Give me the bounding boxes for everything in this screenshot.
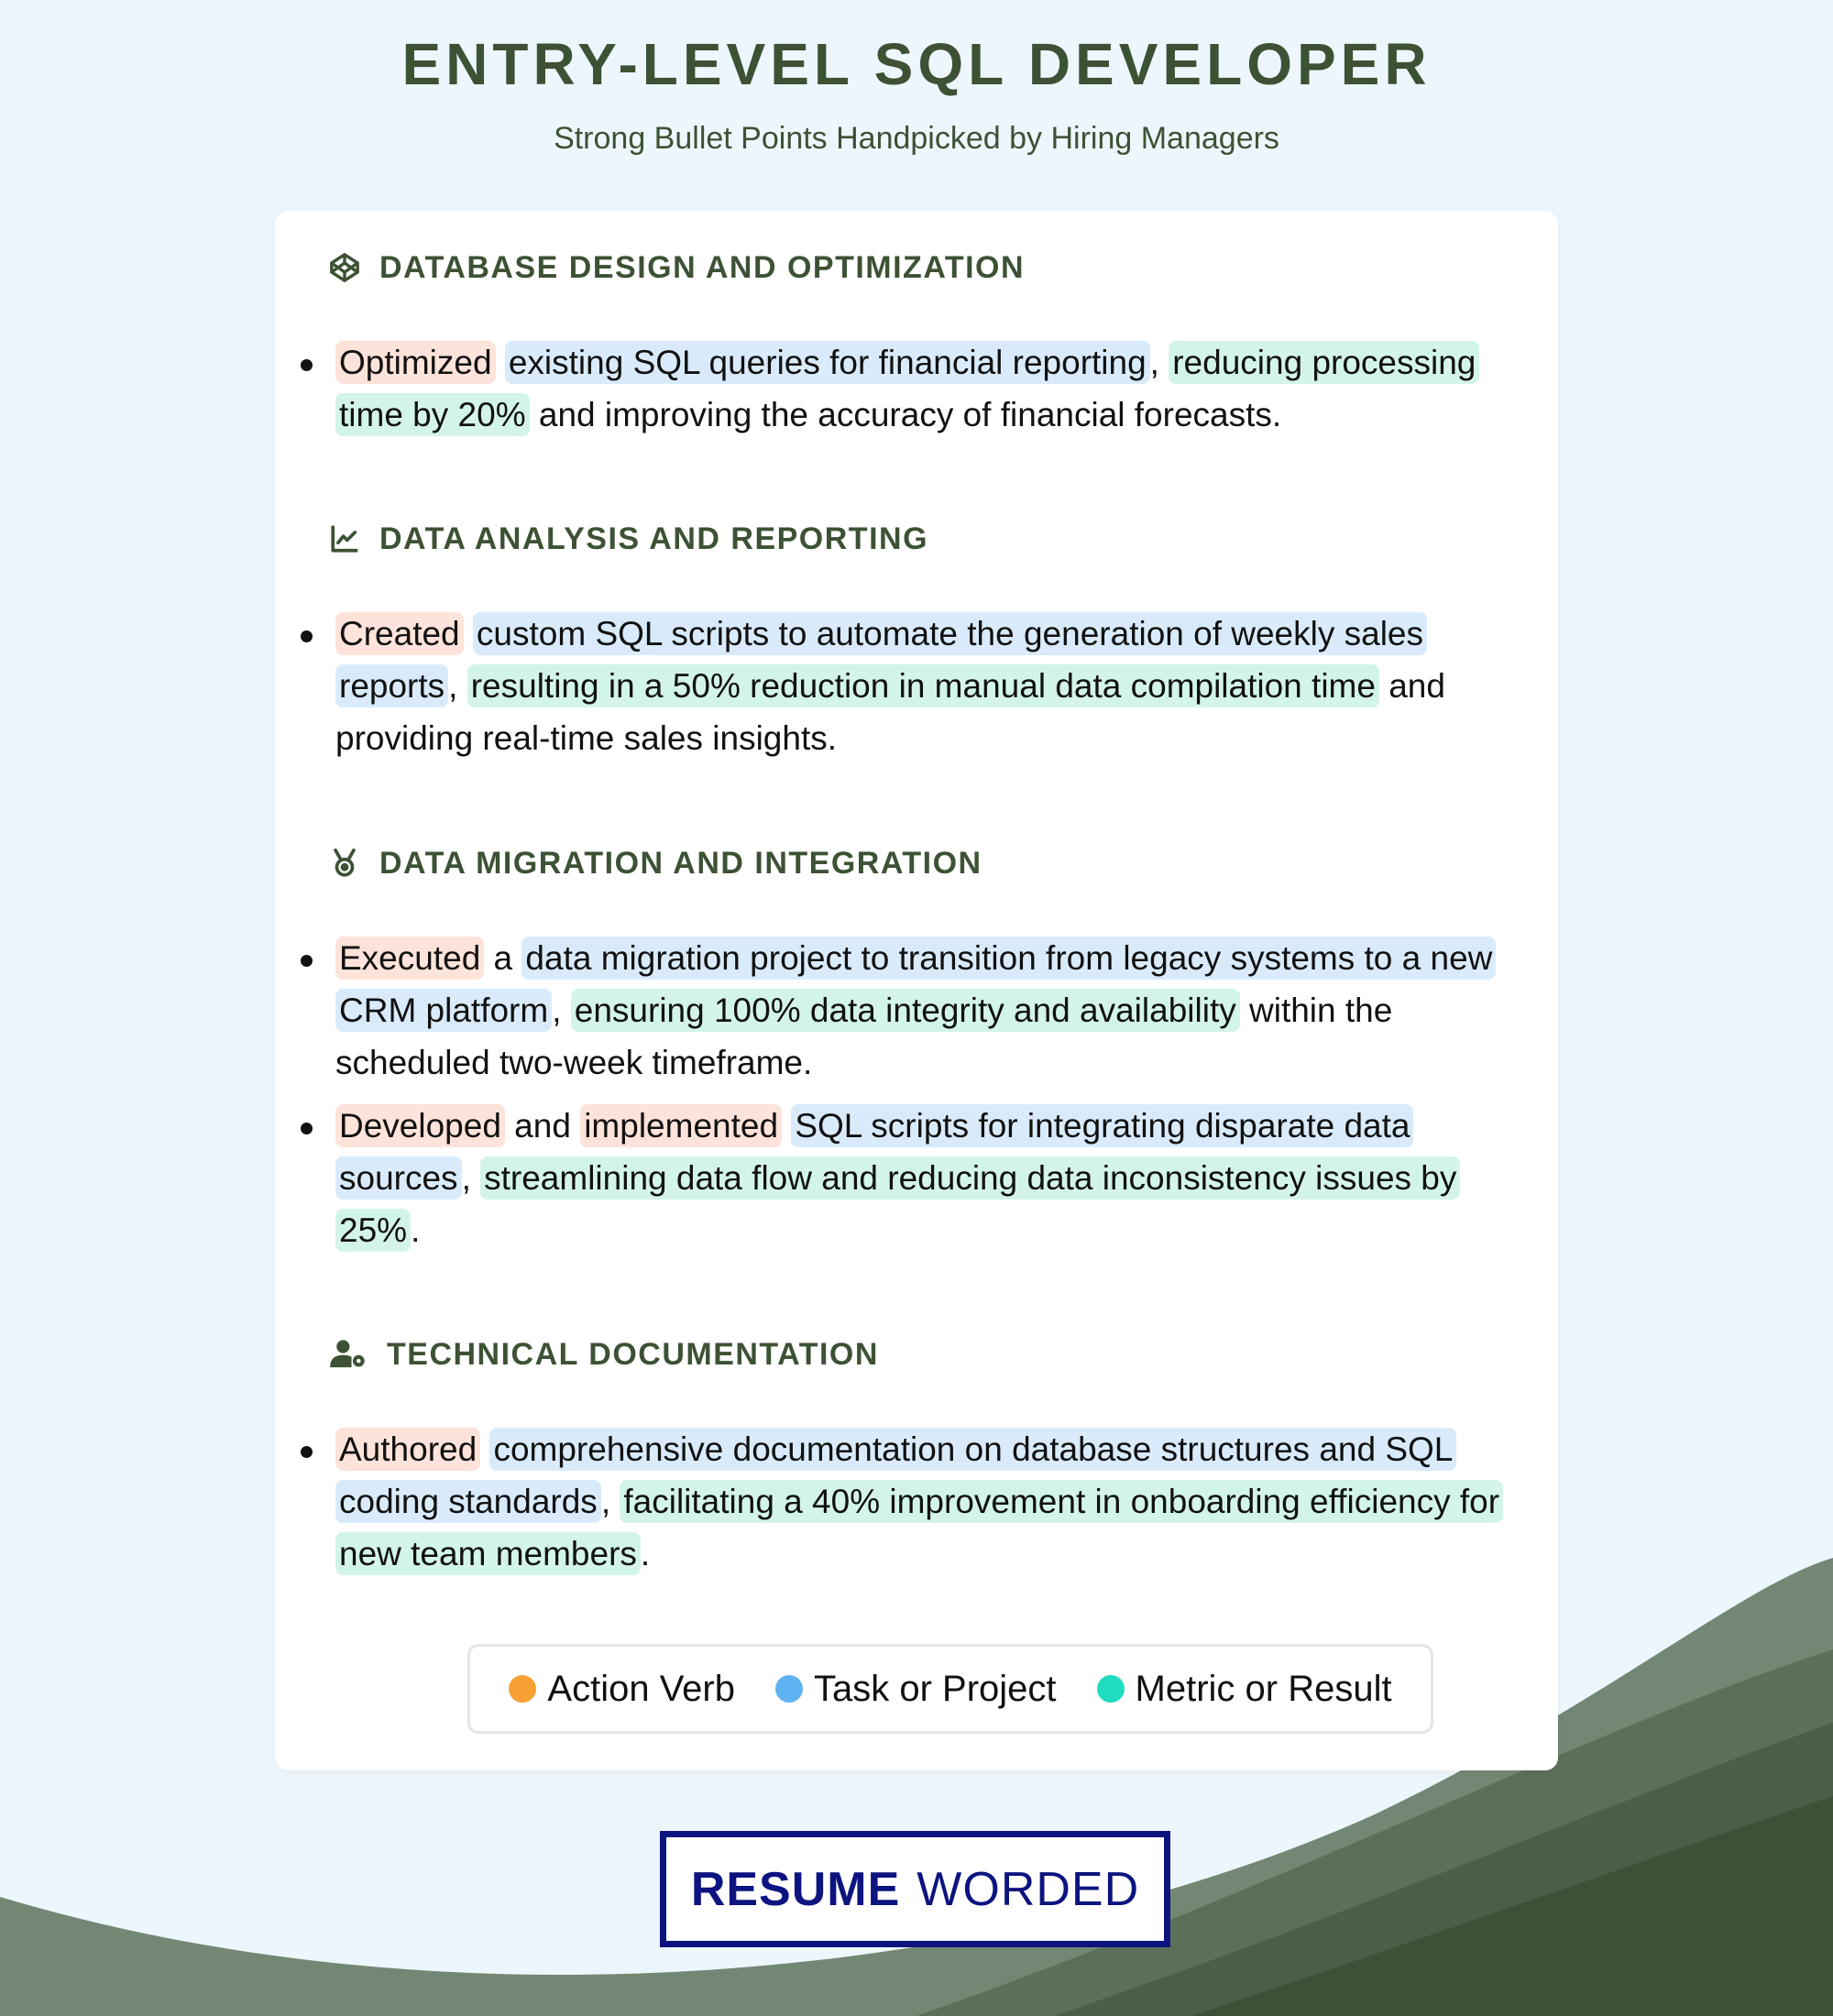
bullet-list <box>328 1423 1538 1580</box>
blue-dot-icon <box>775 1675 803 1703</box>
user-gear-icon <box>328 1338 368 1371</box>
metric-highlight: ensuring 100% data integrity and availability <box>571 989 1240 1032</box>
bullet-item: Optimized existing SQL queries for financial reporting , reducing processing time by 20% and improving the accuracy of financial forecasts. <box>328 336 1538 441</box>
verb-highlight: Authored <box>335 1428 480 1471</box>
task-highlight: custom SQL scripts to automate the generation of weekly sales reports <box>335 612 1427 707</box>
bullet-list <box>328 608 1538 764</box>
legend-item-metric-result <box>1097 1669 1392 1710</box>
section-technical-documentation <box>328 1336 1538 1580</box>
legend-label: Task or Project <box>813 1668 1057 1709</box>
verb-highlight: implemented <box>580 1104 782 1147</box>
metric-highlight: resulting in a 50% reduction in manual data compilation time <box>467 664 1379 707</box>
section-data-migration <box>328 845 1538 1256</box>
orange-dot-icon <box>509 1675 536 1703</box>
bullet-list <box>328 932 1538 1256</box>
bullet-item: Created custom SQL scripts to automate the generation of weekly sales reports , resulting in a 50% reduction in manual data compilation time and providing real-time sales insights. <box>328 608 1538 764</box>
page-title: ENTRY-LEVEL SQL DEVELOPER <box>401 31 1432 97</box>
page-subtitle: Strong Bullet Points Handpicked by Hiring Managers <box>554 121 1279 156</box>
bullet-item: Executed a data migration project to transition from legacy systems to a new CRM platform , ensuring 100% data integrity and availability within the scheduled two-week timeframe. <box>328 932 1538 1089</box>
verb-highlight: Executed <box>335 937 484 980</box>
section-title: DATABASE DESIGN AND OPTIMIZATION <box>379 249 1026 285</box>
task-highlight: existing SQL queries for financial reporting <box>505 341 1150 384</box>
logo-light-text: WORDED <box>916 1862 1140 1916</box>
section-title: DATA MIGRATION AND INTEGRATION <box>379 845 982 881</box>
bullet-item: Authored comprehensive documentation on database structures and SQL coding standards , facilitating a 40% improvement in onboarding efficiency for new team members . <box>328 1423 1538 1580</box>
legend-item-action-verb <box>509 1669 735 1710</box>
page-header <box>0 27 1833 158</box>
section-database-design <box>328 249 1538 441</box>
metric-highlight: facilitating a 40% improvement in onboarding efficiency for new team members <box>335 1480 1503 1575</box>
task-highlight: SQL scripts for integrating disparate data sources <box>335 1104 1413 1200</box>
metric-highlight: reducing processing time by 20% <box>335 341 1479 436</box>
section-header <box>328 249 1538 286</box>
section-header <box>328 845 1538 882</box>
bullet-points-card <box>275 211 1558 1770</box>
bullet-list <box>328 336 1538 441</box>
resume-worded-logo[interactable] <box>660 1831 1170 1947</box>
verb-highlight: Optimized <box>335 341 496 384</box>
task-highlight: comprehensive documentation on database structures and SQL coding standards <box>335 1428 1456 1523</box>
task-highlight: data migration project to transition from legacy systems to a new CRM platform <box>335 937 1496 1032</box>
medal-icon <box>328 847 361 880</box>
logo-bold-text: RESUME <box>690 1862 901 1916</box>
codepen-cube-icon <box>328 251 361 284</box>
metric-highlight: streamlining data flow and reducing data inconsistency issues by 25% <box>335 1156 1460 1252</box>
legend-label: Action Verb <box>547 1668 735 1709</box>
legend-item-task-project <box>775 1669 1057 1710</box>
verb-highlight: Developed <box>335 1104 505 1147</box>
verb-highlight: Created <box>335 612 464 655</box>
section-title: TECHNICAL DOCUMENTATION <box>387 1336 879 1372</box>
bullet-item: Developed and implemented SQL scripts for integrating disparate data sources , streamlining data flow and reducing data inconsistency issues by 25% . <box>328 1100 1538 1256</box>
section-data-analysis <box>328 520 1538 764</box>
legend-label: Metric or Result <box>1135 1668 1392 1709</box>
section-header <box>328 1336 1538 1373</box>
section-title: DATA ANALYSIS AND REPORTING <box>379 520 929 556</box>
line-chart-icon <box>328 522 361 555</box>
section-header <box>328 520 1538 557</box>
highlight-legend <box>467 1644 1433 1734</box>
teal-dot-icon <box>1097 1675 1125 1703</box>
